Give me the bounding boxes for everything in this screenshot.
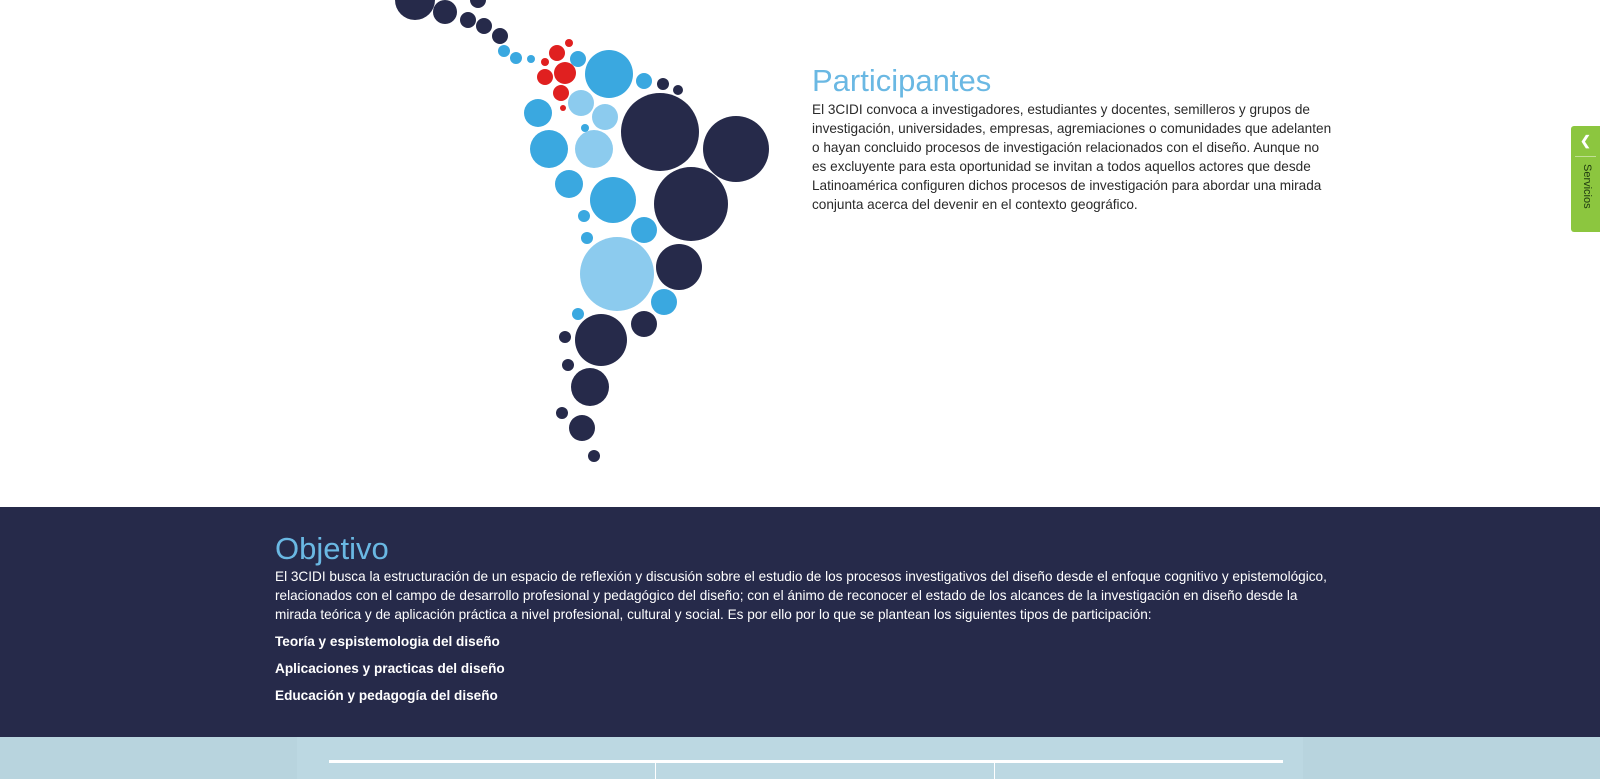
participation-type-item: Aplicaciones y practicas del diseño xyxy=(275,661,505,676)
chevron-left-icon[interactable]: ❮ xyxy=(1580,133,1591,148)
servicios-tab-label[interactable]: Servicios xyxy=(1581,164,1593,209)
objetivo-section xyxy=(0,507,1600,737)
divider-line xyxy=(329,760,1283,763)
objetivo-title: Objetivo xyxy=(275,531,389,566)
objetivo-block xyxy=(275,531,1335,713)
column-divider xyxy=(655,763,656,779)
participantes-body: El 3CIDI convoca a investigadores, estudiantes y docentes, semilleros y grupos de investigación, universidades, empresas, agremiaciones o comunidades que adelanten o hayan concluido procesos de investigación relacionados con el diseño. Aunque no es excluyente para esta oportunidad se invitan a todos aquellos actores que desde Latinoamérica configuren dichos procesos de investigación para abordar una mirada conjunta acerca del devenir en el contexto geográfico. xyxy=(812,102,1332,212)
objetivo-body: El 3CIDI busca la estructuración de un espacio de reflexión y discusión sobre el estudio de los procesos investigativos del diseño desde el enfoque cognitivo y epistemológico, relacionados con el campo de desarrollo profesional y pedagógico del diseño; con el ánimo de reconocer el estado de los alcances de la investigación en diseño desde la mirada teórica y de aplicación práctica a nivel profesional, cultural y social. Es por ello por lo que se plantean los siguientes tipos de participación: xyxy=(275,569,1327,622)
next-section-band xyxy=(0,737,1600,779)
column-divider xyxy=(994,763,995,779)
participantes-title: Participantes xyxy=(812,63,992,98)
participation-types-list xyxy=(275,632,1335,705)
next-section-container xyxy=(297,737,1303,779)
tab-divider xyxy=(1575,156,1596,157)
participation-type-item: Educación y pedagogía del diseño xyxy=(275,688,498,703)
participation-type-item: Teoría y espistemologia del diseño xyxy=(275,634,500,649)
servicios-side-tab[interactable] xyxy=(1571,126,1600,232)
participantes-block xyxy=(812,62,1332,214)
map-dots-navy xyxy=(395,0,769,462)
